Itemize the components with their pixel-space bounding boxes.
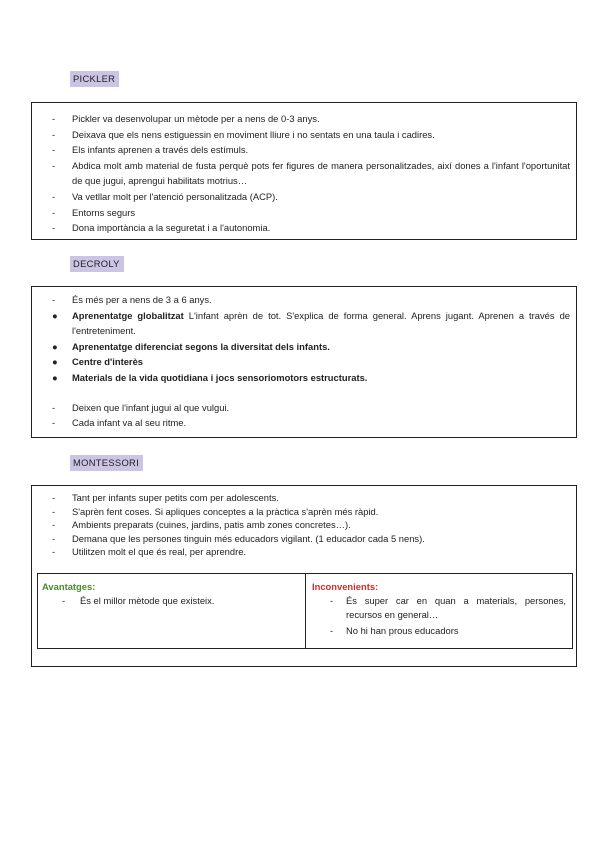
decroly-heading: DECROLY xyxy=(70,256,124,272)
bullet-item: ● Aprenentatge globalitzat L'infant aprèn de tot. S'explica de forma general. Aprens jugant. Aprenen a través de l'entreteniment. xyxy=(52,309,571,337)
list-item: - Els infants aprenen a través dels estímuls. xyxy=(52,144,249,156)
pros-title: Avantatges: xyxy=(42,581,96,592)
list-item: - És més per a nens de 3 a 6 anys. xyxy=(52,294,212,305)
list-item: - Dona importància a la seguretat i a l'autonomia. xyxy=(52,222,271,234)
bullet-dot-icon: ● xyxy=(52,371,58,383)
list-item: - Deixen que l'infant jugui al que vulgui. xyxy=(52,401,230,413)
list-item: - És super car en quan a materials, persones, recursos en general… xyxy=(330,595,566,620)
list-item: - Deixava que els nens estiguessin en moviment lliure i no sentats en una taula i cadires. xyxy=(52,128,435,140)
list-item: - Entorns segurs xyxy=(52,206,136,218)
bullet-dot-icon: ● xyxy=(52,340,58,352)
bullet-dot-icon: ● xyxy=(52,356,58,368)
bullet-item: ● Centre d'interès xyxy=(32,354,576,370)
pickler-heading: PICKLER xyxy=(70,71,119,87)
pros-cons-table xyxy=(37,573,573,649)
decroly-list xyxy=(32,292,576,386)
list-item: - Pickler va desenvolupar un mètode per a nens de 0-3 anys. xyxy=(52,113,320,124)
list-item: - És el millor mètode que existeix. xyxy=(62,595,215,606)
decroly-section xyxy=(31,286,577,438)
bullet-item: ● Aprenentatge diferenciat segons la diversitat dels infants. xyxy=(32,339,576,355)
list-item: - Demana que les persones tinguin més educadors vigilant. (1 educador cada 5 nens). xyxy=(52,532,425,544)
pros-cell xyxy=(38,574,306,648)
pickler-list xyxy=(32,111,576,236)
bullet-item: ● Materials de la vida quotidiana i jocs sensoriomotors estructurats. xyxy=(32,370,576,386)
bullet-dot-icon: ● xyxy=(52,309,58,321)
list-item: - No hi han prous educadors xyxy=(330,625,459,636)
list-item: - Tant per infants super petits com per adolescents. xyxy=(52,492,279,503)
cons-title: Inconvenients: xyxy=(312,581,379,592)
montessori-heading: MONTESSORI xyxy=(70,455,143,471)
montessori-section xyxy=(31,485,577,667)
list-item: - Utilitzen molt el que és real, per aprendre. xyxy=(52,546,247,557)
cons-cell xyxy=(306,574,572,648)
list-item: - Ambients preparats (cuines, jardins, patis amb zones concretes…). xyxy=(52,519,351,530)
decroly-list-2 xyxy=(32,400,576,431)
pickler-section xyxy=(31,102,577,240)
list-item: - Cada infant va al seu ritme. xyxy=(52,417,187,429)
list-item: - Abdica molt amb material de fusta perquè pots fer figures de manera personalitzades, així dones a l'infant l'oportunitat de que jugui, aprengui habilitats motrius… xyxy=(52,159,570,187)
list-item: - Va vetllar molt per l'atenció personalitzada (ACP). xyxy=(52,190,278,202)
montessori-list xyxy=(32,491,576,559)
list-item: - S'aprèn fent coses. Si apliques conceptes a la pràctica s'aprèn més ràpid. xyxy=(52,505,379,517)
